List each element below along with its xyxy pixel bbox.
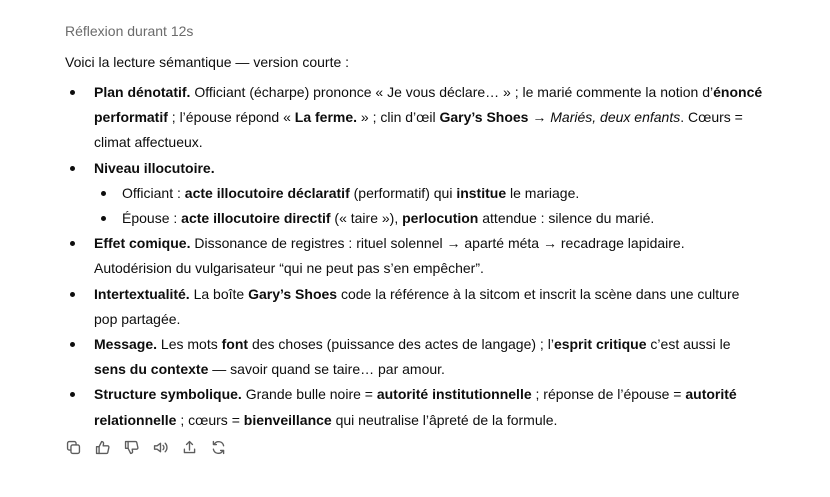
list-item: Message. Les mots font des choses (puissance des actes de langage) ; l’esprit critique c’est aussi le sens du contexte — savoir quand se taire… par amour. xyxy=(65,332,765,382)
speaker-icon xyxy=(152,439,169,456)
regenerate-icon xyxy=(210,439,227,456)
share-button[interactable] xyxy=(180,438,199,457)
sub-list-item: Officiant : acte illocutoire déclaratif (performatif) qui institue le mariage. xyxy=(94,181,765,206)
list-item: Plan dénotatif. Officiant (écharpe) prononce « Je vous déclare… » ; le marié commente la notion d’énoncé performatif ; l’épouse répond « La ferme. » ; clin d’œil Gary’s Shoes → Mariés, deux enfants. Cœurs = climat affectueux. xyxy=(65,80,765,156)
reflection-duration[interactable]: Réflexion durant 12s xyxy=(65,23,194,39)
message-actions xyxy=(64,438,228,457)
read-aloud-button[interactable] xyxy=(151,438,170,457)
thumbs-up-icon xyxy=(94,439,111,456)
list-item: Effet comique. Dissonance de registres : rituel solennel → aparté méta → recadrage lapidaire. Autodérision du vulgarisateur “qui ne peut pas s’en empêcher”. xyxy=(65,231,765,281)
regenerate-button[interactable] xyxy=(209,438,228,457)
thumbs-down-icon xyxy=(123,439,140,456)
list-item: Structure symbolique. Grande bulle noire = autorité institutionnelle ; réponse de l’épouse = autorité relationnelle ; cœurs = bienveillance qui neutralise l’âpreté de la formule. xyxy=(65,382,765,432)
summary-list xyxy=(65,80,765,433)
sub-list-item: Épouse : acte illocutoire directif (« taire »), perlocution attendue : silence du marié. xyxy=(94,206,765,231)
list-item: Intertextualité. La boîte Gary’s Shoes code la référence à la sitcom et inscrit la scène dans une culture pop partagée. xyxy=(65,282,765,332)
thumbs-down-button[interactable] xyxy=(122,438,141,457)
list-item: Niveau illocutoire. Officiant : acte illocutoire déclaratif (performatif) qui institue le mariage. Épouse : acte illocutoire directif (« taire »), perlocution attendue : silence du marié. xyxy=(65,156,765,232)
assistant-message xyxy=(65,20,765,433)
thumbs-up-button[interactable] xyxy=(93,438,112,457)
copy-icon xyxy=(65,439,82,456)
share-icon xyxy=(181,439,198,456)
sub-list xyxy=(94,181,765,231)
copy-button[interactable] xyxy=(64,438,83,457)
intro-text: Voici la lecture sémantique — version courte : xyxy=(65,54,350,70)
